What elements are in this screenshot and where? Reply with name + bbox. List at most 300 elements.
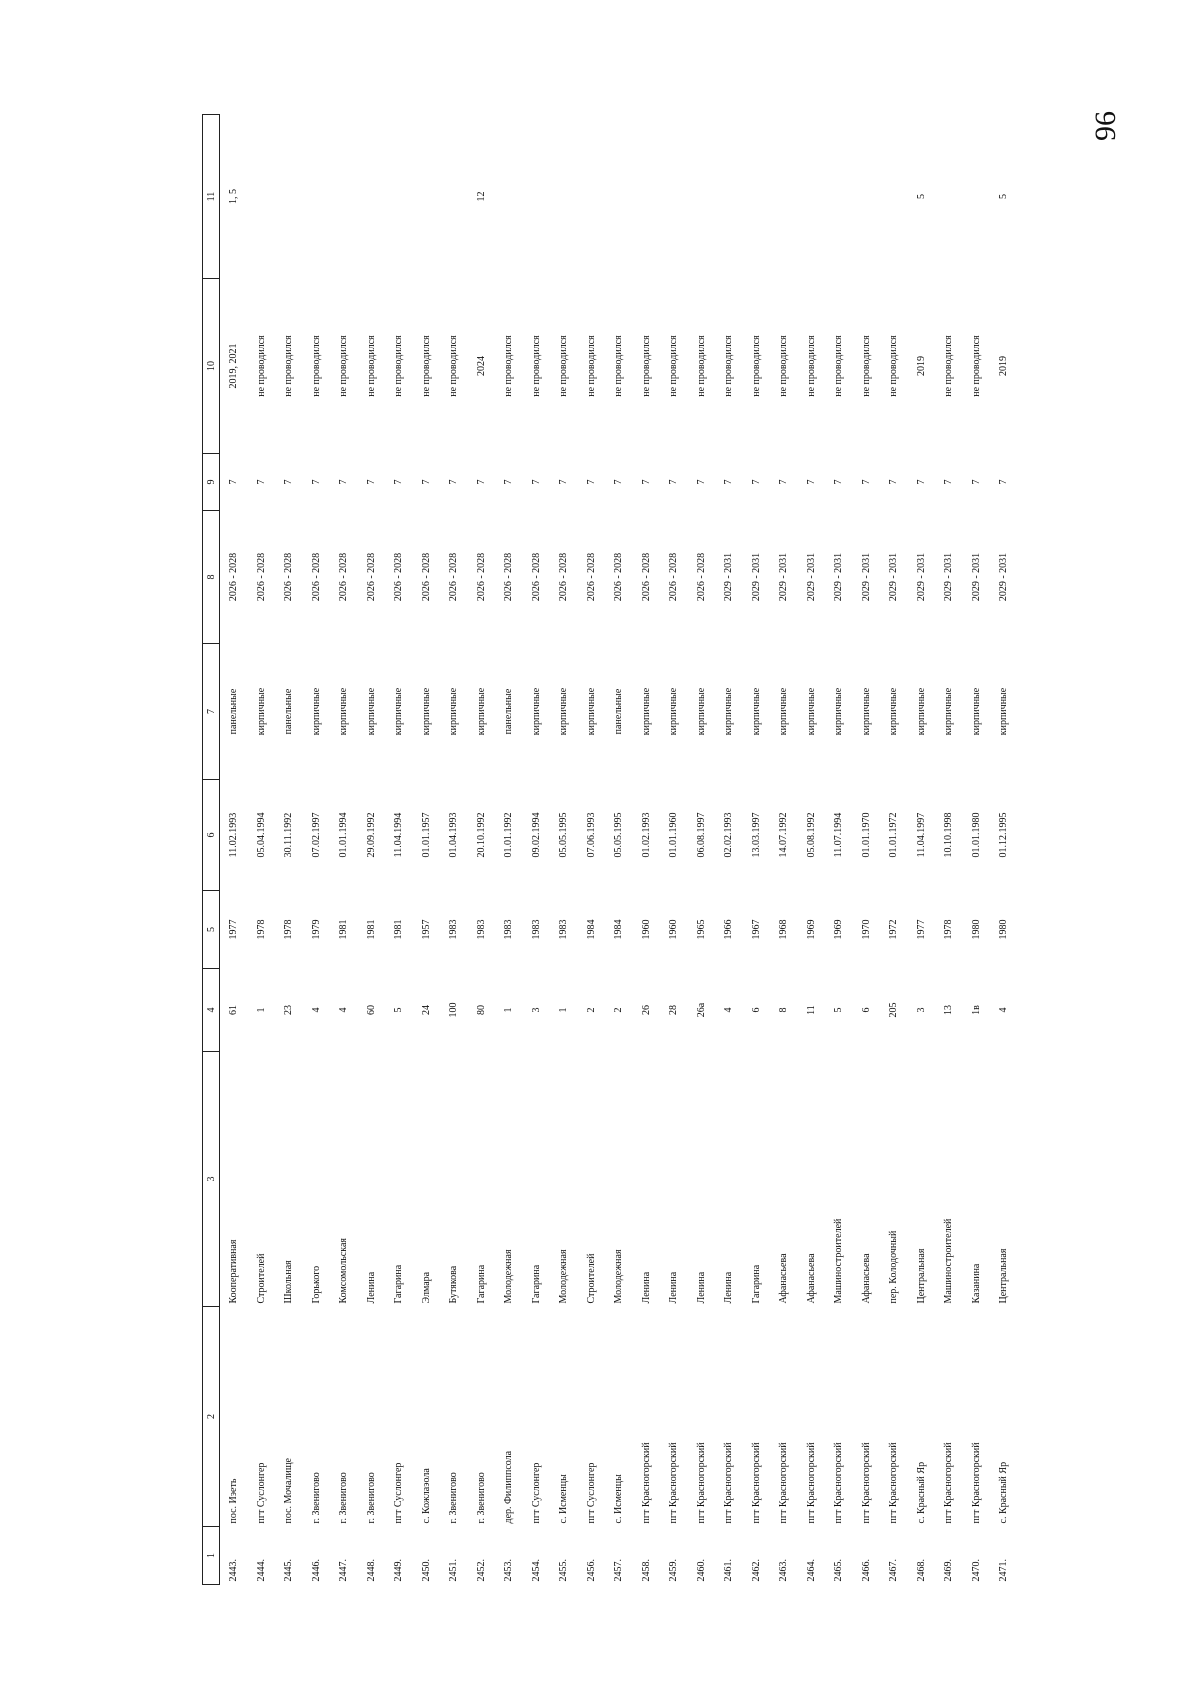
register-table (202, 114, 1018, 1585)
column-header: 6 (203, 780, 220, 891)
settlement-cell: пос. Мочалище (283, 1458, 295, 1524)
table-row (990, 115, 1018, 1585)
planned-period-cell: 2026 - 2028 (558, 552, 570, 602)
settlement-cell: пгт Красногорский (943, 1442, 955, 1524)
date-cell: 14.07.1992 (778, 812, 790, 858)
column-header: 4 (203, 969, 220, 1052)
date-cell: 13.03.1997 (750, 812, 762, 858)
settlement-cell: пгт Красногорский (750, 1442, 762, 1524)
planned-period-cell: 2026 - 2028 (640, 552, 652, 602)
settlement-cell: пгт Красногорский (833, 1442, 845, 1524)
planned-period-cell: 2026 - 2028 (283, 552, 295, 602)
house-number-cell: 80 (475, 1005, 487, 1015)
row-number-cell: 2457. (613, 1559, 625, 1582)
build-year-cell: 1980 (998, 919, 1010, 940)
date-cell: 01.01.1994 (338, 812, 350, 858)
last-repair-cell: не проводился (833, 335, 845, 397)
row-number-cell: 2467. (888, 1559, 900, 1582)
wall-material-cell: панельные (503, 688, 515, 735)
settlement-cell: г. Звенигово (338, 1472, 350, 1524)
row-number-cell: 2456. (585, 1559, 597, 1582)
house-number-cell: 1 (255, 1007, 267, 1013)
last-repair-cell: 2024 (475, 356, 487, 376)
last-repair-cell: 2019, 2021 (228, 343, 240, 389)
header-row (203, 115, 220, 1585)
house-number-cell: 4 (310, 1007, 322, 1013)
date-cell: 05.08.1992 (805, 812, 817, 858)
planned-period-cell: 2029 - 2031 (750, 552, 762, 602)
house-number-cell: 3 (915, 1007, 927, 1013)
wall-material-cell: кирпичные (888, 687, 900, 736)
planned-period-cell: 2026 - 2028 (420, 552, 432, 602)
note-cell (550, 115, 578, 279)
note-cell (935, 115, 963, 279)
house-number-cell: 23 (283, 1005, 295, 1015)
code-cell: 7 (365, 479, 377, 485)
column-header: 5 (203, 891, 220, 969)
table-row (358, 115, 386, 1585)
row-number-cell: 2463. (778, 1559, 790, 1582)
note-cell (798, 115, 826, 279)
code-cell: 7 (283, 479, 295, 485)
row-number-cell: 2453. (503, 1559, 515, 1582)
planned-period-cell: 2029 - 2031 (998, 552, 1010, 602)
house-number-cell: 6 (860, 1007, 872, 1013)
column-header: 1 (203, 1527, 220, 1585)
last-repair-cell: не проводился (393, 335, 405, 397)
wall-material-cell: кирпичные (585, 687, 597, 736)
wall-material-cell: кирпичные (310, 687, 322, 736)
street-cell: Молодежная (558, 1249, 570, 1304)
wall-material-cell: кирпичные (338, 687, 350, 736)
table-row (330, 115, 358, 1585)
last-repair-cell: не проводился (805, 335, 817, 397)
wall-material-cell: кирпичные (475, 687, 487, 736)
row-number-cell: 2443. (228, 1559, 240, 1582)
street-cell: Горького (310, 1265, 322, 1304)
note-cell (605, 115, 633, 279)
note-cell (358, 115, 386, 279)
code-cell: 7 (255, 479, 267, 485)
code-cell: 7 (778, 479, 790, 485)
settlement-cell: пгт Суслонгер (530, 1462, 542, 1524)
row-number-cell: 2448. (365, 1559, 377, 1582)
code-cell: 7 (420, 479, 432, 485)
row-number-cell: 2446. (310, 1559, 322, 1582)
planned-period-cell: 2026 - 2028 (695, 552, 707, 602)
house-number-cell: 100 (448, 1002, 460, 1018)
table-row (633, 115, 661, 1585)
table-body (220, 115, 1018, 1585)
settlement-cell: дер. Филиппсола (503, 1450, 515, 1524)
last-repair-cell: не проводился (723, 335, 735, 397)
settlement-cell: г. Звенигово (448, 1472, 460, 1524)
wall-material-cell: кирпичные (558, 687, 570, 736)
street-cell: Кооперативная (228, 1239, 240, 1304)
wall-material-cell: кирпичные (530, 687, 542, 736)
street-cell: Ленина (695, 1271, 707, 1304)
settlement-cell: пгт Красногорский (695, 1442, 707, 1524)
wall-material-cell: кирпичные (915, 687, 927, 736)
row-number-cell: 2465. (833, 1559, 845, 1582)
build-year-cell: 1968 (778, 919, 790, 940)
date-cell: 30.11.1992 (283, 812, 295, 858)
last-repair-cell: не проводился (640, 335, 652, 397)
code-cell: 7 (750, 479, 762, 485)
settlement-cell: пгт Суслонгер (585, 1462, 597, 1524)
row-number-cell: 2454. (530, 1559, 542, 1582)
note-cell (330, 115, 358, 279)
row-number-cell: 2471. (998, 1559, 1010, 1582)
note-cell (715, 115, 743, 279)
table-row (578, 115, 606, 1585)
wall-material-cell: кирпичные (448, 687, 460, 736)
build-year-cell: 1983 (475, 919, 487, 940)
build-year-cell: 1978 (255, 919, 267, 940)
settlement-cell: с. Исменцы (613, 1474, 625, 1524)
street-cell: Ленина (365, 1271, 377, 1304)
last-repair-cell: не проводился (860, 335, 872, 397)
build-year-cell: 1980 (970, 919, 982, 940)
settlement-cell: г. Звенигово (475, 1472, 487, 1524)
code-cell: 7 (228, 479, 240, 485)
date-cell: 01.01.1980 (970, 812, 982, 858)
settlement-cell: с. Кожлаэола (420, 1468, 432, 1524)
house-number-cell: 1 (503, 1007, 515, 1013)
last-repair-cell: не проводился (283, 335, 295, 397)
note-cell (523, 115, 551, 279)
settlement-cell: пгт Красногорский (723, 1442, 735, 1524)
table-row (798, 115, 826, 1585)
planned-period-cell: 2026 - 2028 (530, 552, 542, 602)
planned-period-cell: 2029 - 2031 (860, 552, 872, 602)
street-cell: Ленина (668, 1271, 680, 1304)
row-number-cell: 2461. (723, 1559, 735, 1582)
last-repair-cell: не проводился (365, 335, 377, 397)
code-cell: 7 (860, 479, 872, 485)
date-cell: 02.02.1993 (723, 812, 735, 858)
settlement-cell: пгт Суслонгер (393, 1462, 405, 1524)
street-cell: Центральная (915, 1248, 927, 1304)
planned-period-cell: 2026 - 2028 (310, 552, 322, 602)
house-number-cell: 4 (723, 1007, 735, 1013)
row-number-cell: 2449. (393, 1559, 405, 1582)
settlement-cell: пос. Иэеть (228, 1478, 240, 1524)
note-cell (385, 115, 413, 279)
settlement-cell: с. Красный Яр (998, 1461, 1010, 1524)
note-cell (578, 115, 606, 279)
wall-material-cell: панельные (613, 688, 625, 735)
date-cell: 01.12.1995 (998, 812, 1010, 858)
street-cell: Ленина (723, 1271, 735, 1304)
code-cell: 7 (475, 479, 487, 485)
build-year-cell: 1983 (503, 919, 515, 940)
settlement-cell: пгт Суслонгер (255, 1462, 267, 1524)
house-number-cell: 61 (228, 1005, 240, 1015)
street-cell: Молодежная (613, 1249, 625, 1304)
note-cell (440, 115, 468, 279)
note-cell (688, 115, 716, 279)
column-header: 2 (203, 1307, 220, 1527)
house-number-cell: 6 (750, 1007, 762, 1013)
wall-material-cell: кирпичные (393, 687, 405, 736)
street-cell: Афанасьева (778, 1253, 790, 1304)
code-cell: 7 (558, 479, 570, 485)
table-row (770, 115, 798, 1585)
last-repair-cell: 2019 (998, 356, 1010, 376)
row-number-cell: 2462. (750, 1559, 762, 1582)
code-cell: 7 (695, 479, 707, 485)
date-cell: 01.04.1993 (448, 812, 460, 858)
row-number-cell: 2447. (338, 1559, 350, 1582)
street-cell: Гагарина (750, 1264, 762, 1304)
row-number-cell: 2455. (558, 1559, 570, 1582)
note-cell (963, 115, 991, 279)
last-repair-cell: не проводился (448, 335, 460, 397)
date-cell: 29.09.1992 (365, 812, 377, 858)
street-cell: Школьная (283, 1260, 295, 1304)
date-cell: 05.05.1995 (558, 812, 570, 858)
note-cell (303, 115, 331, 279)
last-repair-cell: не проводился (695, 335, 707, 397)
house-number-cell: 5 (393, 1007, 405, 1013)
planned-period-cell: 2026 - 2028 (475, 552, 487, 602)
wall-material-cell: кирпичные (778, 687, 790, 736)
code-cell: 7 (888, 479, 900, 485)
settlement-cell: пгт Красногорский (860, 1442, 872, 1524)
last-repair-cell: не проводился (970, 335, 982, 397)
build-year-cell: 1983 (558, 919, 570, 940)
last-repair-cell: не проводился (503, 335, 515, 397)
planned-period-cell: 2026 - 2028 (393, 552, 405, 602)
planned-period-cell: 2029 - 2031 (778, 552, 790, 602)
wall-material-cell: кирпичные (695, 687, 707, 736)
house-number-cell: 26а (695, 1002, 707, 1018)
code-cell: 7 (613, 479, 625, 485)
row-number-cell: 2450. (420, 1559, 432, 1582)
wall-material-cell: кирпичные (255, 687, 267, 736)
build-year-cell: 1965 (695, 919, 707, 940)
build-year-cell: 1983 (448, 919, 460, 940)
code-cell: 7 (448, 479, 460, 485)
table-row (880, 115, 908, 1585)
table-row (550, 115, 578, 1585)
settlement-cell: с. Исменцы (558, 1474, 570, 1524)
settlement-cell: г. Звенигово (365, 1472, 377, 1524)
wall-material-cell: кирпичные (365, 687, 377, 736)
street-cell: пер. Колодочный (888, 1230, 900, 1304)
date-cell: 01.01.1957 (420, 812, 432, 858)
house-number-cell: 2 (585, 1007, 597, 1013)
note-cell: 5 (998, 194, 1010, 199)
code-cell: 7 (943, 479, 955, 485)
table-row (275, 115, 303, 1585)
row-number-cell: 2468. (915, 1559, 927, 1582)
table-row (523, 115, 551, 1585)
last-repair-cell: не проводился (558, 335, 570, 397)
table-row (495, 115, 523, 1585)
note-cell (880, 115, 908, 279)
table-row (688, 115, 716, 1585)
street-cell: Комсомольская (338, 1238, 350, 1304)
code-cell: 7 (310, 479, 322, 485)
last-repair-cell: не проводился (668, 335, 680, 397)
build-year-cell: 1984 (585, 919, 597, 940)
house-number-cell: 28 (668, 1005, 680, 1015)
code-cell: 7 (668, 479, 680, 485)
build-year-cell: 1977 (228, 919, 240, 940)
planned-period-cell: 2029 - 2031 (970, 552, 982, 602)
date-cell: 10.10.1998 (943, 812, 955, 858)
column-header: 8 (203, 511, 220, 644)
build-year-cell: 1979 (310, 919, 322, 940)
house-number-cell: 13 (943, 1005, 955, 1015)
note-cell (743, 115, 771, 279)
build-year-cell: 1972 (888, 919, 900, 940)
code-cell: 7 (833, 479, 845, 485)
street-cell: Гагарина (393, 1264, 405, 1304)
planned-period-cell: 2026 - 2028 (668, 552, 680, 602)
street-cell: Гагарина (530, 1264, 542, 1304)
house-number-cell: 8 (778, 1007, 790, 1013)
date-cell: 07.06.1993 (585, 812, 597, 858)
wall-material-cell: панельные (283, 688, 295, 735)
last-repair-cell: не проводился (530, 335, 542, 397)
build-year-cell: 1981 (393, 919, 405, 940)
date-cell: 20.10.1992 (475, 812, 487, 858)
planned-period-cell: 2029 - 2031 (888, 552, 900, 602)
house-number-cell: 4 (338, 1007, 350, 1013)
row-number-cell: 2466. (860, 1559, 872, 1582)
table-row (825, 115, 853, 1585)
settlement-cell: г. Звенигово (310, 1472, 322, 1524)
code-cell: 7 (805, 479, 817, 485)
planned-period-cell: 2026 - 2028 (338, 552, 350, 602)
code-cell: 7 (338, 479, 350, 485)
house-number-cell: 11 (805, 1005, 817, 1015)
planned-period-cell: 2026 - 2028 (365, 552, 377, 602)
table-row (908, 115, 936, 1585)
last-repair-cell: не проводился (310, 335, 322, 397)
table-row (220, 115, 248, 1585)
note-cell (248, 115, 276, 279)
note-cell: 5 (915, 194, 927, 199)
wall-material-cell: кирпичные (640, 687, 652, 736)
date-cell: 06.08.1997 (695, 812, 707, 858)
last-repair-cell: не проводился (750, 335, 762, 397)
build-year-cell: 1970 (860, 919, 872, 940)
planned-period-cell: 2029 - 2031 (833, 552, 845, 602)
build-year-cell: 1957 (420, 919, 432, 940)
wall-material-cell: кирпичные (750, 687, 762, 736)
planned-period-cell: 2026 - 2028 (585, 552, 597, 602)
row-number-cell: 2452. (475, 1559, 487, 1582)
code-cell: 7 (530, 479, 542, 485)
date-cell: 01.01.1960 (668, 812, 680, 858)
planned-period-cell: 2029 - 2031 (805, 552, 817, 602)
wall-material-cell: кирпичные (805, 687, 817, 736)
wall-material-cell: кирпичные (998, 687, 1010, 736)
date-cell: 11.02.1993 (228, 812, 240, 858)
build-year-cell: 1967 (750, 919, 762, 940)
build-year-cell: 1981 (338, 919, 350, 940)
note-cell (413, 115, 441, 279)
table-row (605, 115, 633, 1585)
house-number-cell: 1 (558, 1007, 570, 1013)
note-cell (853, 115, 881, 279)
build-year-cell: 1981 (365, 919, 377, 940)
row-number-cell: 2458. (640, 1559, 652, 1582)
table-row (963, 115, 991, 1585)
table-row (248, 115, 276, 1585)
date-cell: 11.04.1994 (393, 812, 405, 858)
note-cell (495, 115, 523, 279)
code-cell: 7 (970, 479, 982, 485)
table-row (853, 115, 881, 1585)
street-cell: Молодежная (503, 1249, 515, 1304)
note-cell (770, 115, 798, 279)
note-cell (633, 115, 661, 279)
wall-material-cell: кирпичные (943, 687, 955, 736)
build-year-cell: 1960 (668, 919, 680, 940)
table-row (935, 115, 963, 1585)
note-cell: 1, 5 (228, 189, 240, 204)
column-header: 7 (203, 644, 220, 780)
table-row (715, 115, 743, 1585)
date-cell: 01.01.1992 (503, 812, 515, 858)
build-year-cell: 1984 (613, 919, 625, 940)
planned-period-cell: 2026 - 2028 (228, 552, 240, 602)
last-repair-cell: не проводился (420, 335, 432, 397)
code-cell: 7 (393, 479, 405, 485)
rotated-table-container (202, 115, 1010, 1585)
note-cell: 12 (475, 191, 487, 202)
note-cell (825, 115, 853, 279)
column-header: 10 (203, 279, 220, 454)
code-cell: 7 (640, 479, 652, 485)
column-header: 11 (203, 115, 220, 279)
table-row (440, 115, 468, 1585)
date-cell: 11.07.1994 (833, 812, 845, 858)
planned-period-cell: 2029 - 2031 (723, 552, 735, 602)
street-cell: Казанина (970, 1263, 982, 1304)
build-year-cell: 1969 (805, 919, 817, 940)
note-cell (660, 115, 688, 279)
street-cell: Афанасьева (860, 1253, 872, 1304)
house-number-cell: 1в (970, 1005, 982, 1015)
row-number-cell: 2470. (970, 1559, 982, 1582)
code-cell: 7 (915, 479, 927, 485)
street-cell: Элмара (420, 1271, 432, 1304)
row-number-cell: 2459. (668, 1559, 680, 1582)
date-cell: 05.04.1994 (255, 812, 267, 858)
code-cell: 7 (503, 479, 515, 485)
wall-material-cell: кирпичные (668, 687, 680, 736)
street-cell: Машиностроителей (833, 1218, 845, 1304)
date-cell: 01.01.1972 (888, 812, 900, 858)
code-cell: 7 (585, 479, 597, 485)
table-row (660, 115, 688, 1585)
house-number-cell: 60 (365, 1005, 377, 1015)
table-row (385, 115, 413, 1585)
settlement-cell: с. Красный Яр (915, 1461, 927, 1524)
settlement-cell: пгт Красногорский (778, 1442, 790, 1524)
note-cell (275, 115, 303, 279)
table-row (413, 115, 441, 1585)
street-cell: Афанасьева (805, 1253, 817, 1304)
row-number-cell: 2445. (283, 1559, 295, 1582)
date-cell: 01.01.1970 (860, 812, 872, 858)
